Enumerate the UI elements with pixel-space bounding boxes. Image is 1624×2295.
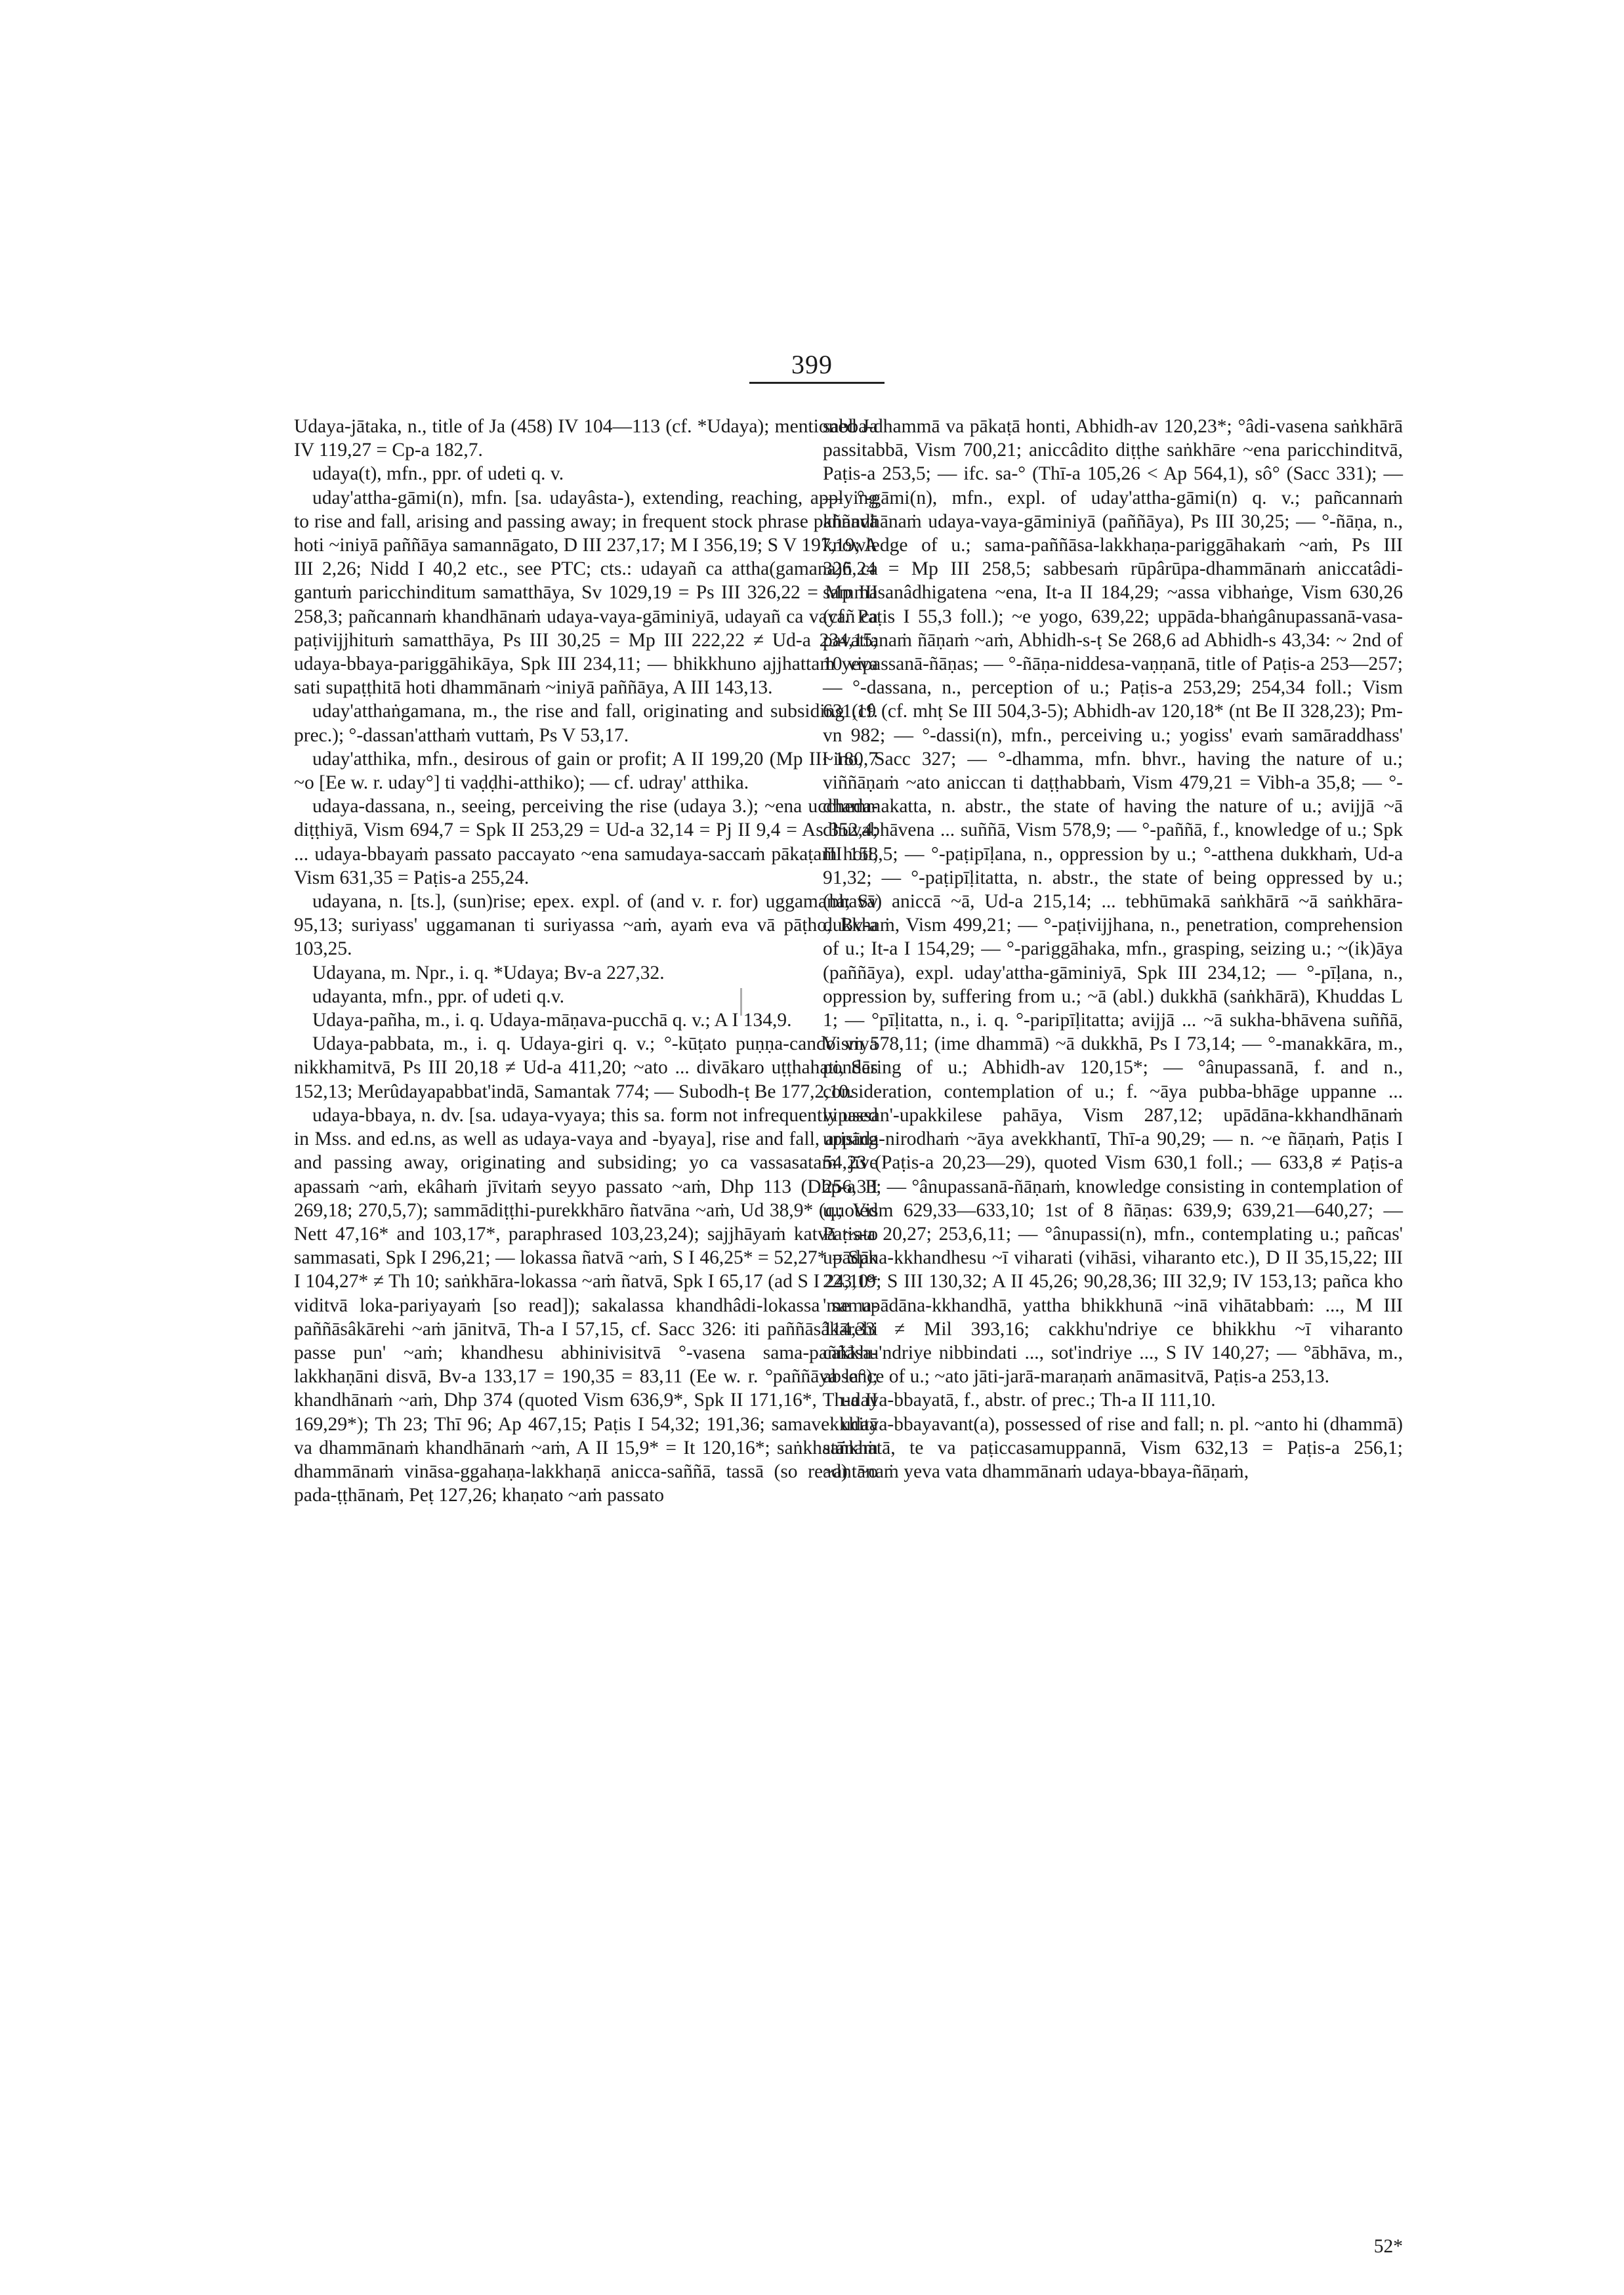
page-number: 399 bbox=[791, 350, 833, 379]
entry-uday-atthangamana: uday'atthaṅgamana, m., the rise and fall, originating and subsiding (cf. prec.); °-dassan'atthaṁ vuttaṁ, Ps V 53,17. bbox=[294, 701, 878, 746]
left-column bbox=[294, 415, 878, 1507]
signature-mark: 52* bbox=[1373, 2236, 1403, 2257]
entry-udaya-panha: Udaya-pañha, m., i. q. Udaya-māṇava-pucchā q. v.; A I 134,9. bbox=[312, 1010, 792, 1031]
entry-udaya-bbayavant: udaya-bbayavant(a), possessed of rise and fall; n. pl. ~anto hi (dhammā) saṅkhatā, te va paṭiccasamuppannā, Vism 632,13 = Paṭis-a 256,1; ~antānaṁ yeva vata dhammānaṁ udaya-bbaya-ñāṇaṁ, bbox=[823, 1413, 1403, 1482]
entry-udaya-pabbata: Udaya-pabbata, m., i. q. Udaya-giri q. v.; °-kūṭato puṇṇa-cando viya nikkhamitvā, Ps III 20,18 ≠ Ud-a 411,20; ~ato ... divākaro uṭṭhahati, Sās 152,13; Merûdayapabbat'indā, Samantak 774; — Subodh-ṭ Be 177,2,10. bbox=[294, 1033, 878, 1102]
entry-udaya-bbaya-continued: sabba-dhammā va pākaṭā honti, Abhidh-av 120,23*; °âdi-vasena saṅkhārā passitabbā, Vism 700,21; aniccâdito diṭṭhe saṅkhāre ~ena paricchinditvā, Paṭis-a 253,5; — ifc. sa-° (Thī-a 105,26 < Ap 564,1), sô° (Sacc 331); — — °-gāmi(n), mfn., expl. of uday'attha-gāmi(n) q. v.; pañcannaṁ khandhānaṁ udaya-vaya-gāminiyā (paññāya), Ps III 30,25; — °-ñāṇa, n., knowledge of u.; sama-paññāsa-lakkhaṇa-pariggāhakaṁ ~aṁ, Ps III 326,24 = Mp III 258,5; sabbesaṁ rūpârūpa-dhammānaṁ aniccatâdi-sammasanâdhigatena ~ena, It-a II 184,29; ~assa vibhaṅge, Vism 630,26 (cf. Paṭis I 55,3 foll.); ~e yogo, 639,22; uppāda-bhaṅgânupassanā-vasa-pavattanaṁ ñāṇaṁ ~aṁ, Abhidh-s-ṭ Se 268,6 ad Abhidh-s 43,34: ~ 2nd of 10 vipassanā-ñāṇas; — °-ñāṇa-niddesa-vaṇṇanā, title of Paṭis-a 253—257; — °-dassana, n., perception of u.; Paṭis-a 253,29; 254,34 foll.; Vism 631,19 (cf. mhṭ Se III 504,3-5); Abhidh-av 120,18* (nt Be II 328,23); Pm-vn 982; — °-dassi(n), mfn., perceiving u.; yogiss' evaṁ samāraddhass' ~ino, Sacc 327; — °-dhamma, mfn. bhvr., having the nature of u.; viññāṇaṁ ~ato aniccan ti daṭṭhabbaṁ, Vism 479,21 = Vibh-a 35,8; — °-dhammakatta, n. abstr., the state of having the nature of u.; avijjā ~ā dhuvabhāvena ... suññā, Vism 578,9; — °-paññā, f., knowledge of u.; Spk III 158,5; — °-paṭipīḷana, n., oppression by u.; °-atthena dukkhaṁ, Ud-a 91,32; — °-paṭipīḷitatta, n. abstr., the state of being oppressed by u.; (bhavā) aniccā ~ā, Ud-a 215,14; ... tebhūmakā saṅkhārā ~ā saṅkhāra-dukkhaṁ, Vism 499,21; — °-paṭivijjhana, n., penetration, comprehension of u.; It-a I 154,29; — °-pariggāhaka, mfn., grasping, seizing u.; ~(ik)āya (paññāya), expl. uday'attha-gāminiyā, Spk III 234,12; — °-pīḷana, n., oppression by, suffering from u.; ~ā (abl.) dukkhā (saṅkhārā), Khuddas L 1; — °pīḷitatta, n., i. q. °-paripīḷitatta; avijjā ... ~ā sukha-bhāvena suññā, Vism 578,11; (ime dhammā) ~ā dukkhā, Ps I 73,14; — °-manakkāra, m., pondering of u.; Abhidh-av 120,15*; — °ânupassanā, f. and n., consideration, contemplation of u.; f. ~āya pubba-bhāge uppanne ... vipassan'-upakkilese pahāya, Vism 287,12; upādāna-kkhandhānaṁ uppāda-nirodhaṁ ~āya avekkhantī, Thī-a 90,29; — n. ~e ñāṇaṁ, Paṭis I 54,23 (Paṭis-a 20,23—29), quoted Vism 630,1 foll.; — 633,8 ≠ Paṭis-a 256,33; — °ânupassanā-ñāṇaṁ, knowledge consisting in contemplation of u.; Vism 629,33—633,10; 1st of 8 ñāṇas: 639,9; 639,21—640,27; — Paṭis-a 20,27; 253,6,11; — °ânupassi(n), mfn., contemplating u.; pañcas' upādāna-kkhandhesu ~ī viharati (vihāsi, viharanto etc.), D II 35,15,22; III 223,19; S III 130,32; A II 45,26; 90,28,36; III 32,9; IV 153,13; pañca kho 'me upādāna-kkhandhā, yattha bhikkhunā ~inā vihātabbaṁ: ..., M III 114,33 ≠ Mil 393,16; cakkhu'ndriye ce bhikkhu ~ī viharanto cakkhu'ndriye nibbindati ..., sot'indriye ..., S IV 140,27; — °ābhāva, m., absence of u.; ~ato jāti-jarā-maraṇaṁ anāmasitvā, Paṭis-a 253,13. bbox=[823, 416, 1403, 1388]
entry-udaya-dassana: udaya-dassana, n., seeing, perceiving the rise (udaya 3.); ~ena uccheda-diṭṭhiyā, Vism 694,7 = Spk II 253,29 = Ud-a 32,14 = Pj II 9,4 = As 352,4; ... udaya-bbayaṁ passato paccayato ~ena samudaya-saccaṁ pākaṭaṁ hoti, Vism 631,35 = Paṭis-a 255,24. bbox=[294, 796, 878, 888]
scan-artifact-mark bbox=[740, 988, 745, 1016]
entry-udaya-bbaya: udaya-bbaya, n. dv. [sa. udaya-vyaya; this sa. form not infrequently used in Mss. and ed.ns, as well as udaya-vaya and -byaya], rise and fall, arising and passing away, originating and subsiding; yo ca vassasataṁ jīve apassaṁ ~aṁ, ekâhaṁ jīvitaṁ seyyo passato ~aṁ, Dhp 113 (Dhp-a II 269,18; 270,5,7); sammādiṭṭhi-purekkhāro ñatvāna ~aṁ, Ud 38,9* (quoted Nett 47,16* and 103,17*, paraphrased 103,23,24); sajjhāyaṁ katvā ~ato sammasati, Spk I 296,21; — lokassa ñatvā ~aṁ, S I 46,25* = 52,27* = Spk I 104,27* ≠ Th 10; saṅkhāra-lokassa ~aṁ ñatvā, Spk I 65,17 (ad S I 24,10* viditvā loka-pariyayaṁ [so read]); sakalassa khandhâdi-lokassa sama-paññāsâkārehi ~aṁ jānitvā, Th-a I 57,15, cf. Sacc 326: iti paññāsâkārehi passe pun' ~aṁ; khandhesu abhinivisitvā °-vasena sama-paññāsa-lakkhaṇāni disvā, Bv-a 133,17 = 190,35 = 83,11 (Ee w. r. °paññāya la°); khandhānaṁ ~aṁ, Dhp 374 (quoted Vism 636,9*, Spk II 171,16*, Th-a II 169,29*); Th 23; Thī 96; Ap 467,15; Paṭis I 54,32; 191,36; samavekkhitā va dhammānaṁ khandhānaṁ ~aṁ, A II 15,9* = It 120,16*; saṅkhatānaṁ dhammānaṁ vināsa-ggahaṇa-lakkhaṇā anicca-saññā, tassā (so read) ~o pada-ṭṭhānaṁ, Peṭ 127,26; khaṇato ~aṁ passato bbox=[294, 1104, 878, 1506]
entry-udaya-t: udaya(t), mfn., ppr. of udeti q. v. bbox=[312, 463, 564, 485]
entry-uday-attha-gami: uday'attha-gāmi(n), mfn. [sa. udayâsta-), extending, reaching, applying to rise and fall, arising and passing away; in frequent stock phrase paññavā hoti ~iniyā paññāya samannāgato, D III 237,17; M I 356,19; S V 197,19; A III 2,26; Nidd I 40,2 etc., see PTC; cts.: udayañ ca attha(gamana)ñ ca gantuṁ paricchinditum samatthāya, Sv 1029,19 = Ps III 326,22 = Mp III 258,3; pañcannaṁ khandhānaṁ udaya-vaya-gāminiyā, udayañ ca vayañ ca paṭivijjhituṁ samatthāya, Ps III 30,25 = Mp III 222,22 ≠ Ud-a 234,15; udaya-bbaya-pariggāhikāya, Spk III 234,11; — bhikkhuno ajjhattaṁ yeva sati supaṭṭhitā hoti dhammānaṁ ~iniyā paññāya, A III 143,13. bbox=[294, 487, 878, 699]
entry-uday-atthika: uday'atthika, mfn., desirous of gain or profit; A II 199,20 (Mp III 180,7 ~o [Ee w. r. uday°] ti vaḍḍhi-atthiko); — cf. udray' atthika. bbox=[294, 748, 878, 794]
entry-udayana: udayana, n. [ts.], (sun)rise; epex. expl. of (and v. r. for) uggamana; Sv 95,13; suriyass' uggamanan ti suriyassa ~aṁ, ayaṁ eva vā pāṭho, Bv-a 103,25. bbox=[294, 891, 878, 960]
entry-udaya-jataka: Udaya-jātaka, n., title of Ja (458) IV 104—113 (cf. *Udaya); mentioned Ja IV 119,27 = Cp-a 182,7. bbox=[294, 416, 878, 461]
entry-udayanta: udayanta, mfn., ppr. of udeti q.v. bbox=[312, 985, 564, 1007]
right-column bbox=[823, 415, 1403, 1483]
header-rule bbox=[749, 382, 885, 384]
entry-udaya-bbayata: udaya-bbayatā, f., abstr. of prec.; Th-a II 111,10. bbox=[841, 1390, 1216, 1411]
entry-udayana-npr: Udayana, m. Npr., i. q. *Udaya; Bv-a 227,32. bbox=[312, 962, 665, 983]
